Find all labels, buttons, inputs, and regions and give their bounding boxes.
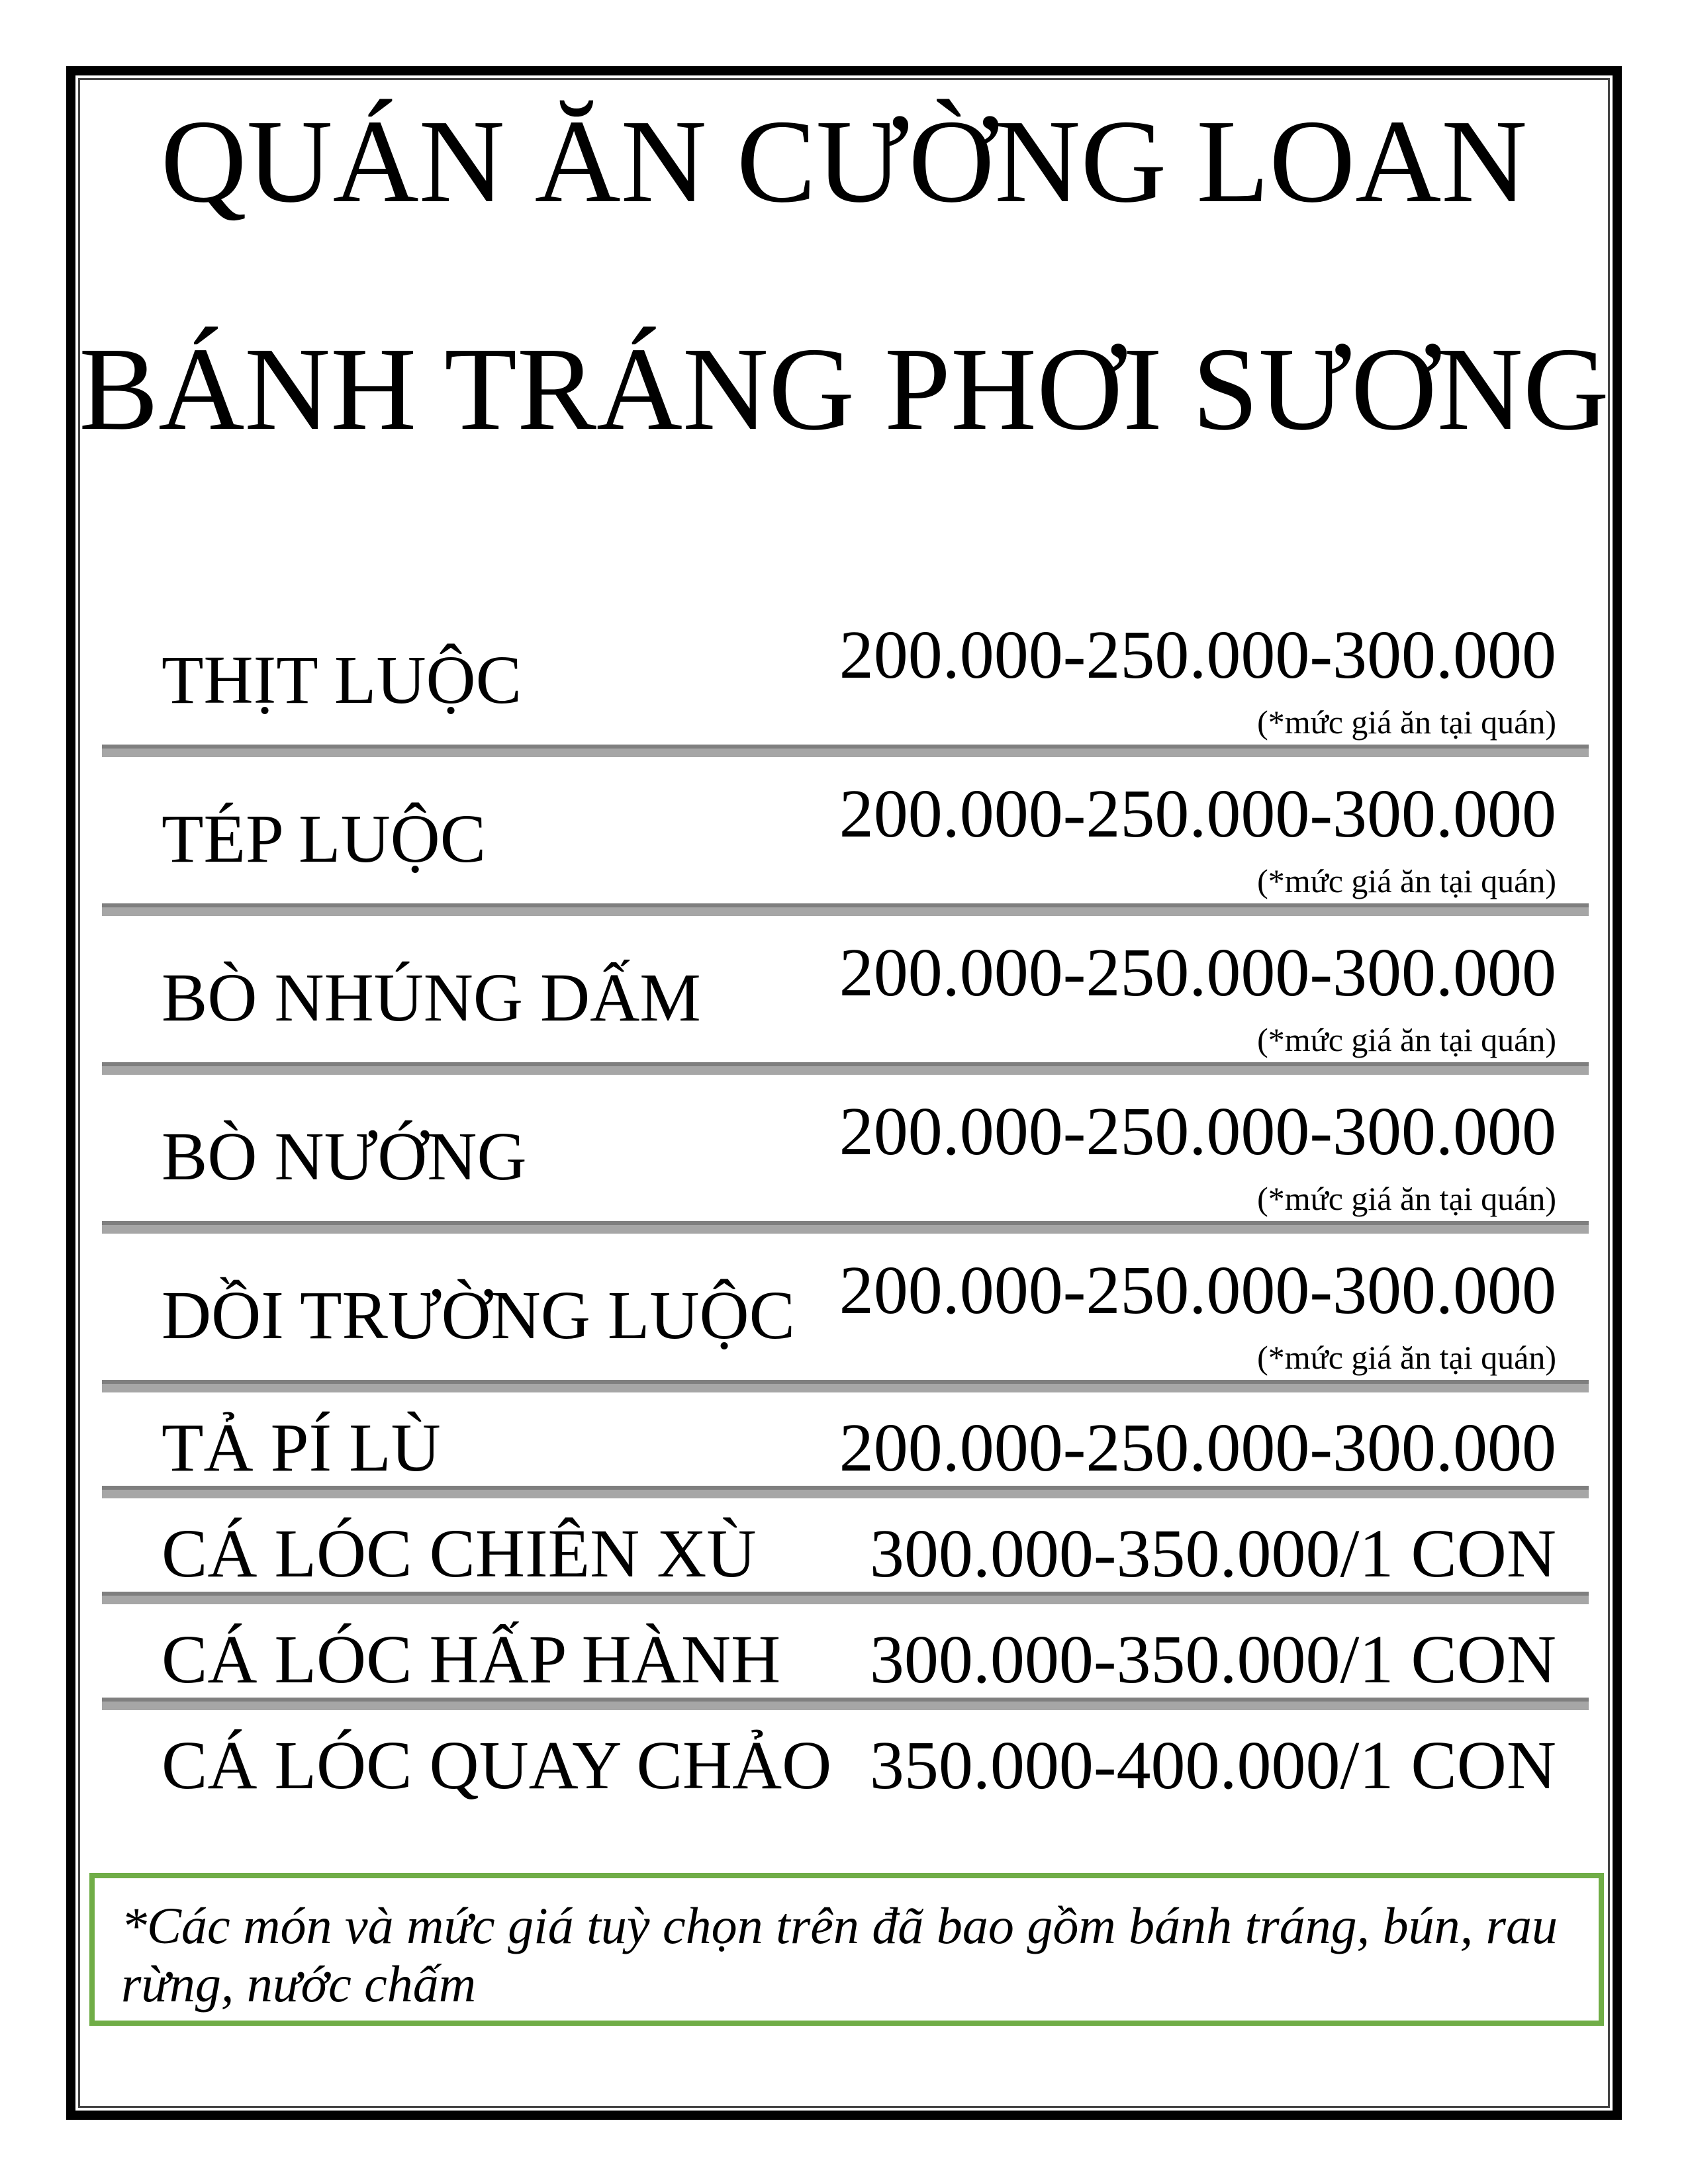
restaurant-name: QUÁN ĂN CƯỜNG LOAN bbox=[160, 95, 1528, 227]
menu-item-name: DỒI TRƯỜNG LUỘC bbox=[162, 1277, 795, 1353]
menu-item-price: 200.000-250.000-300.000 bbox=[839, 1252, 1556, 1328]
menu-item bbox=[102, 1604, 1589, 1710]
menu-item-price: 200.000-250.000-300.000 bbox=[839, 934, 1556, 1011]
menu-item-name: CÁ LÓC QUAY CHẢO bbox=[162, 1727, 832, 1803]
specialty-title: BÁNH TRÁNG PHƠI SƯƠNG bbox=[79, 323, 1609, 455]
menu-item-price-note: (*mức giá ăn tại quán) bbox=[1257, 862, 1556, 899]
row-divider bbox=[102, 1380, 1589, 1392]
menu-item-name: CÁ LÓC HẤP HÀNH bbox=[162, 1621, 781, 1698]
menu-item-name: THỊT LUỘC bbox=[162, 642, 522, 718]
menu-item-price: 300.000-350.000/1 CON bbox=[869, 1516, 1556, 1592]
row-divider bbox=[102, 1221, 1589, 1234]
row-divider bbox=[102, 1698, 1589, 1710]
menu-item-price: 200.000-250.000-300.000 bbox=[839, 776, 1556, 852]
menu-item-price-note: (*mức giá ăn tại quán) bbox=[1257, 704, 1556, 741]
menu-item bbox=[102, 598, 1589, 757]
row-divider bbox=[102, 903, 1589, 916]
row-divider bbox=[102, 1062, 1589, 1075]
menu-item bbox=[102, 757, 1589, 916]
menu-item-price-note: (*mức giá ăn tại quán) bbox=[1257, 1339, 1556, 1376]
menu-item-price: 200.000-250.000-300.000 bbox=[839, 1093, 1556, 1169]
menu-item bbox=[102, 1075, 1589, 1234]
footer-note-box bbox=[89, 1873, 1604, 2026]
menu-item bbox=[102, 1498, 1589, 1604]
row-divider bbox=[102, 1592, 1589, 1604]
menu-item-name: BÒ NƯỚNG bbox=[162, 1118, 527, 1195]
menu-item bbox=[102, 1710, 1589, 1816]
menu-item bbox=[102, 916, 1589, 1075]
menu-item-price: 350.000-400.000/1 CON bbox=[869, 1727, 1556, 1803]
row-divider bbox=[102, 1486, 1589, 1498]
menu-item-price: 300.000-350.000/1 CON bbox=[869, 1621, 1556, 1698]
footer-note: *Các món và mức giá tuỳ chọn trên đã bao gồm bánh tráng, bún, rau rừng, nước chấm bbox=[121, 1897, 1558, 2013]
menu-item-price: 200.000-250.000-300.000 bbox=[839, 617, 1556, 693]
menu-item bbox=[102, 1392, 1589, 1498]
menu-item-price-note: (*mức giá ăn tại quán) bbox=[1257, 1021, 1556, 1058]
menu-item-name: BÒ NHÚNG DẤM bbox=[162, 960, 701, 1036]
menu-item-price-note: (*mức giá ăn tại quán) bbox=[1257, 1180, 1556, 1217]
menu-item-name: TÉP LUỘC bbox=[162, 801, 487, 877]
menu-item bbox=[102, 1234, 1589, 1392]
row-divider bbox=[102, 745, 1589, 757]
menu-item-name: TẢ PÍ LÙ bbox=[162, 1410, 441, 1486]
menu-item-name: CÁ LÓC CHIÊN XÙ bbox=[162, 1516, 757, 1592]
menu-item-price: 200.000-250.000-300.000 bbox=[839, 1410, 1556, 1486]
